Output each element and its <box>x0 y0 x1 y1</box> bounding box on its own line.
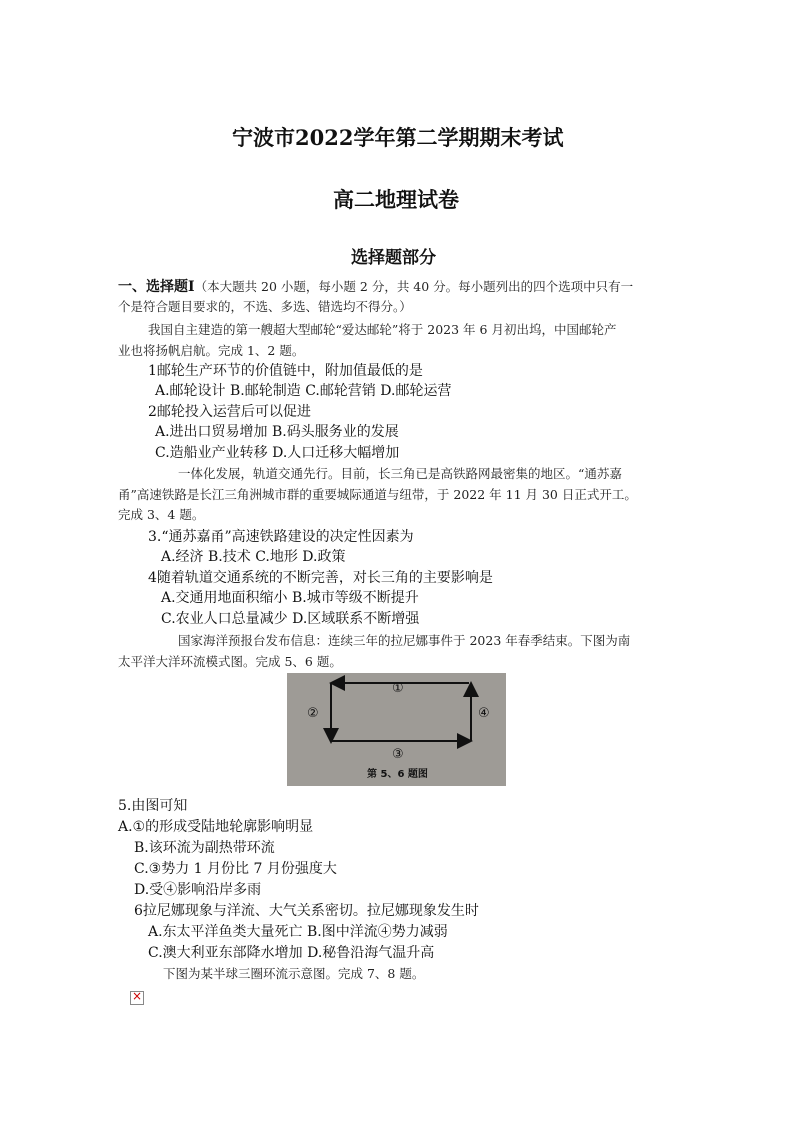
page-title: 宁波市2022学年第二学期期末考试 <box>232 125 564 150</box>
q4-options-row2: C.农业人口总量减少 D.区域联系不断增强 <box>161 611 420 627</box>
instructions <box>118 276 633 296</box>
passage1-line1: 我国自主建造的第一艘超大型邮轮“爱达邮轮”将于 2023 年 6 月初出坞，中国邮轮产 <box>148 322 617 337</box>
passage3-line2: 太平洋大洋环流模式图。完成 5、6 题。 <box>118 654 342 669</box>
label-2: ② <box>307 706 319 721</box>
passage2-line2: 甬”高速铁路是长江三角洲城市群的重要城际通道与纽带，于 2022 年 11 月 30 日正式开工。 <box>118 487 637 502</box>
q5-option-b: B.该环流为副热带环流 <box>134 840 275 856</box>
broken-image-icon: × <box>132 989 143 1003</box>
ocean-circulation-figure <box>287 673 506 786</box>
q6-stem: 6拉尼娜现象与洋流、大气关系密切。拉尼娜现象发生时 <box>134 903 479 919</box>
passage4-line1: 下图为某半球三圈环流示意图。完成 7、8 题。 <box>163 966 425 981</box>
q5-option-a: A.①的形成受陆地轮廓影响明显 <box>118 819 314 835</box>
q5-stem: 5.由图可知 <box>118 798 188 814</box>
q5-option-d: D.受④影响沿岸多雨 <box>134 882 262 898</box>
section-heading: 选择题部分 <box>351 248 436 268</box>
q3-options: A.经济 B.技术 C.地形 D.政策 <box>161 549 346 565</box>
instructions-line2: 个是符合题目要求的，不选、多选、错选均不得分。） <box>118 299 412 314</box>
circulation-diagram <box>287 673 506 786</box>
q2-stem: 2邮轮投入运营后可以促进 <box>148 404 311 420</box>
q1-stem: 1邮轮生产环节的价值链中，附加值最低的是 <box>148 363 423 379</box>
label-1: ① <box>392 681 404 696</box>
q3-stem: 3.“通苏嘉甬”高速铁路建设的决定性因素为 <box>148 529 414 545</box>
instructions-line1: （本大题共 20 小题，每小题 2 分，共 40 分。每小题列出的四个选项中只有一 <box>194 279 634 294</box>
q1-options: A.邮轮设计 B.邮轮制造 C.邮轮营销 D.邮轮运营 <box>155 383 452 399</box>
figure-caption: 第 5、6 题图 <box>367 769 428 780</box>
page-subtitle: 高二地理试卷 <box>333 187 459 212</box>
passage1-line2: 业也将扬帆启航。完成 1、2 题。 <box>118 343 305 358</box>
q4-options-row1: A.交通用地面积缩小 B.城市等级不断提升 <box>161 590 419 606</box>
q6-options-row2: C.澳大利亚东部降水增加 D.秘鲁沿海气温升高 <box>148 945 435 961</box>
q6-options-row1: A.东太平洋鱼类大量死亡 B.图中洋流④势力减弱 <box>148 924 448 940</box>
q2-options-row1: A.进出口贸易增加 B.码头服务业的发展 <box>155 424 399 440</box>
label-3: ③ <box>392 747 404 762</box>
q2-options-row2: C.造船业产业转移 D.人口迁移大幅增加 <box>155 445 400 461</box>
passage2-line1: 一体化发展，轨道交通先行。目前，长三角已是高铁路网最密集的地区。“通苏嘉 <box>178 466 622 481</box>
q5-option-c: C.③势力 1 月份比 7 月份强度大 <box>134 861 337 877</box>
passage3-line1: 国家海洋预报台发布信息：连续三年的拉尼娜事件于 2023 年春季结束。下图为南 <box>178 633 631 648</box>
q4-stem: 4随着轨道交通系统的不断完善，对长三角的主要影响是 <box>148 570 493 586</box>
instructions-label: 一、选择题Ⅰ <box>118 279 195 295</box>
label-4: ④ <box>478 706 490 721</box>
passage2-line3: 完成 3、4 题。 <box>118 507 205 522</box>
